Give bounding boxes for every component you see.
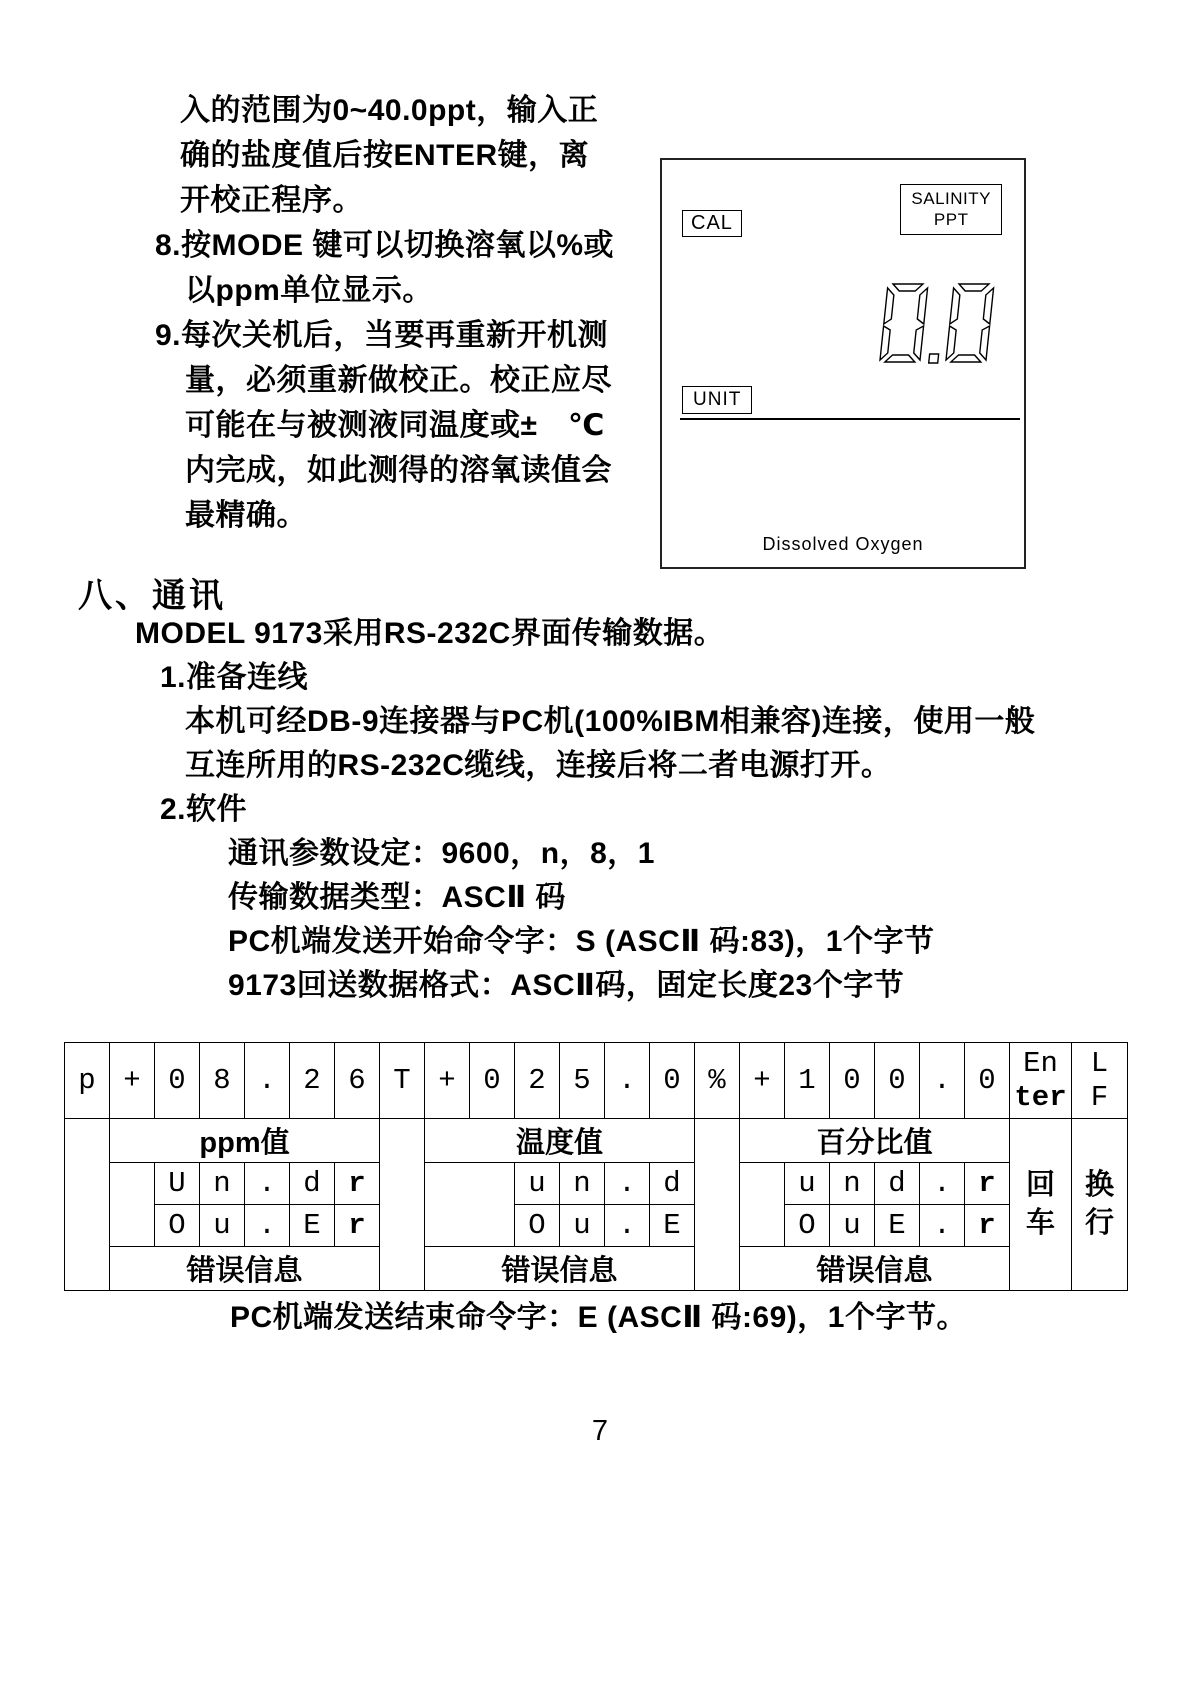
comm-line: 2.软件 (160, 793, 248, 826)
comm-line: 互连所用的RS-232C缆线，连接后将二者电源打开。 (185, 749, 892, 782)
pad-cell (425, 1205, 470, 1247)
pad-cell (470, 1205, 515, 1247)
code-cell: u (830, 1205, 875, 1247)
spacer-cell (695, 1119, 740, 1163)
seg-digit-1 (946, 284, 994, 362)
instruction-line: 以ppm单位显示。 (185, 274, 433, 307)
instruction-line: 最精确。 (185, 499, 307, 532)
instruction-line: 确的盐度值后按ENTER键，离 (180, 139, 590, 172)
comm-line: 通讯参数设定：9600，n，8，1 (228, 837, 655, 870)
salinity-line2: PPT (933, 210, 969, 230)
code-cell: . (605, 1205, 650, 1247)
enter-line2: ter (1014, 1080, 1067, 1114)
group-label-temperature: 温度值 (425, 1119, 695, 1163)
code-cell: r (335, 1205, 380, 1247)
error-cell-percent: 错误信息 (740, 1247, 1010, 1291)
code-cell: r (335, 1163, 380, 1205)
spacer-cell (65, 1247, 110, 1291)
code-cell: u (515, 1163, 560, 1205)
instruction-list (0, 88, 614, 538)
comm-line: 传输数据类型：ASCⅡ 码 (228, 881, 566, 914)
spacer-cell (65, 1119, 110, 1163)
instruction-line: 内完成，如此测得的溶氧读值会 (185, 454, 612, 487)
code-cell: r (965, 1205, 1010, 1247)
code-cell: u (200, 1205, 245, 1247)
byte-cell-enter (1010, 1043, 1072, 1119)
instruction-line: 量，必须重新做校正。校正应尽 (185, 364, 612, 397)
byte-cell: . (245, 1043, 290, 1119)
error-cell-temperature: 错误信息 (425, 1247, 695, 1291)
byte-cell: . (605, 1043, 650, 1119)
code-cell: n (560, 1163, 605, 1205)
communication-text (0, 612, 1035, 1008)
instruction-line: 入的范围为0~40.0ppt，输入正 (180, 94, 599, 127)
enter-line1: En (1023, 1046, 1058, 1080)
code-cell: . (920, 1205, 965, 1247)
pad-cell (110, 1205, 155, 1247)
code-cell: . (245, 1163, 290, 1205)
byte-cell: p (65, 1043, 110, 1119)
byte-cell: % (695, 1043, 740, 1119)
pad-cell (425, 1163, 470, 1205)
comm-line: 9173回送数据格式：ASCⅡ码，固定长度23个字节 (228, 969, 905, 1002)
code-cell: . (245, 1205, 290, 1247)
byte-cell: 2 (290, 1043, 335, 1119)
pad-cell (740, 1163, 785, 1205)
byte-cell: 0 (650, 1043, 695, 1119)
code-cell: n (830, 1163, 875, 1205)
code-cell: u (785, 1163, 830, 1205)
code-cell: d (290, 1163, 335, 1205)
lcd-footer-label: Dissolved Oxygen (762, 534, 924, 554)
byte-cell: 0 (965, 1043, 1010, 1119)
byte-cell: . (920, 1043, 965, 1119)
seven-segment-display (874, 278, 1006, 370)
spacer-cell (65, 1163, 110, 1205)
under-range-row (65, 1163, 1128, 1205)
salinity-line1: SALINITY (911, 189, 991, 208)
seg-decimal-point (929, 354, 939, 363)
byte-cell: + (425, 1043, 470, 1119)
section-heading-communication: 八、通讯 (78, 577, 226, 615)
instruction-line: 9.每次关机后，当要再重新开机测 (155, 319, 609, 352)
spacer-cell (65, 1205, 110, 1247)
error-cell-ppm: 错误信息 (110, 1247, 380, 1291)
spacer-cell (695, 1205, 740, 1247)
code-cell: O (785, 1205, 830, 1247)
byte-row (65, 1043, 1128, 1119)
instruction-line: 可能在与被测液同温度或± ℃ (185, 409, 605, 442)
comm-line: MODEL 9173采用RS-232C界面传输数据。 (135, 617, 725, 650)
carriage-return-cell: 回车 (1010, 1119, 1072, 1291)
byte-cell: 0 (470, 1043, 515, 1119)
over-range-row (65, 1205, 1128, 1247)
data-format-table (64, 1042, 1128, 1291)
code-cell: d (875, 1163, 920, 1205)
code-cell: O (155, 1205, 200, 1247)
code-cell: r (965, 1163, 1010, 1205)
byte-cell: 5 (560, 1043, 605, 1119)
pad-cell (110, 1163, 155, 1205)
byte-cell: + (740, 1043, 785, 1119)
code-cell: E (290, 1205, 335, 1247)
group-label-row (65, 1119, 1128, 1163)
code-cell: . (920, 1163, 965, 1205)
code-cell: n (200, 1163, 245, 1205)
lcd-display-diagram (660, 158, 1026, 569)
lcd-divider-line (680, 418, 1020, 420)
spacer-cell (380, 1247, 425, 1291)
pad-cell (470, 1163, 515, 1205)
group-label-percent: 百分比值 (740, 1119, 1010, 1163)
spacer-cell (695, 1163, 740, 1205)
byte-cell: 6 (335, 1043, 380, 1119)
byte-cell: 2 (515, 1043, 560, 1119)
group-label-ppm: ppm值 (110, 1119, 380, 1163)
lf-line1: L (1090, 1046, 1109, 1080)
byte-cell: 1 (785, 1043, 830, 1119)
code-cell: E (875, 1205, 920, 1247)
code-cell: O (515, 1205, 560, 1247)
pad-cell (740, 1205, 785, 1247)
seg-digit-0 (880, 284, 928, 362)
byte-cell: 0 (155, 1043, 200, 1119)
salinity-indicator (900, 184, 1002, 235)
comm-line: PC机端发送开始命令字：S (ASCⅡ 码:83)，1个字节 (228, 925, 935, 958)
code-cell: d (650, 1163, 695, 1205)
line-feed-cell: 换行 (1072, 1119, 1128, 1291)
byte-cell: 8 (200, 1043, 245, 1119)
byte-cell: 0 (875, 1043, 920, 1119)
cal-indicator: CAL (682, 210, 742, 237)
unit-indicator: UNIT (682, 386, 752, 414)
spacer-cell (380, 1163, 425, 1205)
code-cell: U (155, 1163, 200, 1205)
spacer-cell (380, 1119, 425, 1163)
closing-note: PC机端发送结束命令字：E (ASCⅡ 码:69)，1个字节。 (230, 1301, 967, 1334)
code-cell: E (650, 1205, 695, 1247)
lf-line2: F (1090, 1080, 1109, 1114)
error-row (65, 1247, 1128, 1291)
code-cell: . (605, 1163, 650, 1205)
byte-cell-lf (1072, 1043, 1128, 1119)
spacer-cell (695, 1247, 740, 1291)
byte-cell: T (380, 1043, 425, 1119)
page-number: 7 (591, 1415, 609, 1447)
instruction-line: 开校正程序。 (180, 184, 363, 217)
instruction-line: 8.按MODE 键可以切换溶氧以%或 (155, 229, 615, 262)
code-cell: u (560, 1205, 605, 1247)
comm-line: 本机可经DB-9连接器与PC机(100%IBM相兼容)连接，使用一般 (185, 705, 1036, 738)
byte-cell: + (110, 1043, 155, 1119)
byte-cell: 0 (830, 1043, 875, 1119)
comm-line: 1.准备连线 (160, 661, 309, 694)
spacer-cell (380, 1205, 425, 1247)
